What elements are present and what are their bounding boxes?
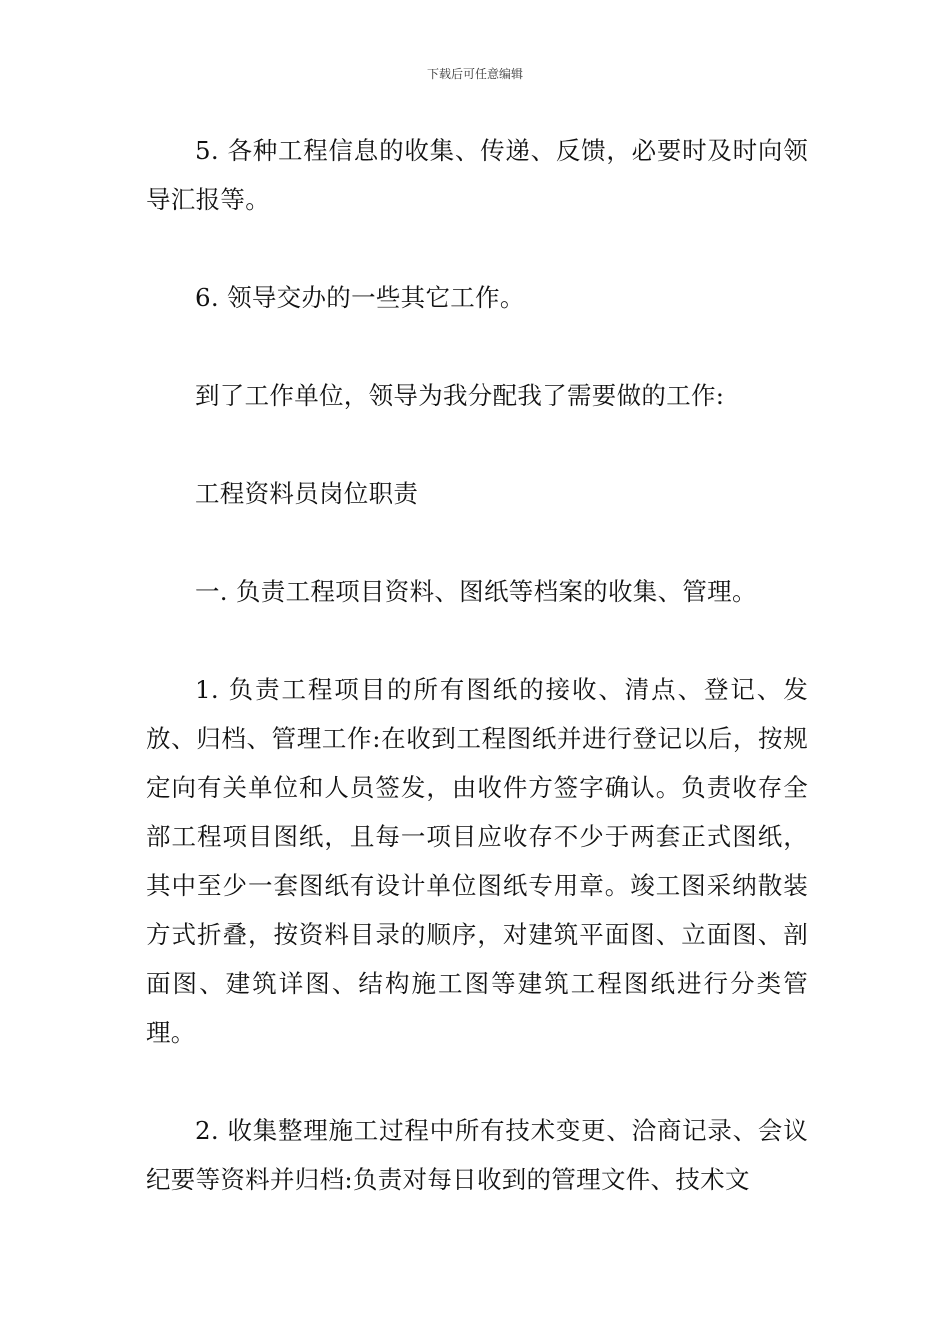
paragraph-duty-1: 1. 负责工程项目的所有图纸的接收、清点、登记、发放、归档、管理工作:在收到工程图纸并进行登记以后，按规定向有关单位和人员签发，由收件方签字确认。负责收存全部工程项目图纸，且每一项目应收存不少于两套正式图纸，其中至少一套图纸有设计单位图纸专用章。竣工图采纳散装方式折叠，按资料目录的顺序，对建筑平面图、立面图、剖面图、建筑详图、结构施工图等建筑工程图纸进行分类管理。 bbox=[146, 675, 808, 1047]
paragraph-item-6: 6. 领导交办的一些其它工作。 bbox=[195, 283, 525, 312]
document-body bbox=[146, 126, 808, 1204]
section-item-one: 一. 负责工程项目资料、图纸等档案的收集、管理。 bbox=[195, 577, 757, 606]
paragraph-duty-2: 2. 收集整理施工过程中所有技术变更、洽商记录、会议纪要等资料并归档:负责对每日收到的管理文件、技术文 bbox=[146, 1116, 808, 1194]
section-heading: 工程资料员岗位职责 bbox=[195, 479, 419, 508]
header-note: 下载后可任意编辑 bbox=[426, 67, 523, 81]
paragraph-item-5: 5. 各种工程信息的收集、传递、反馈，必要时及时向领导汇报等。 bbox=[146, 136, 808, 214]
paragraph-assignment-intro: 到了工作单位，领导为我分配我了需要做的工作: bbox=[195, 381, 725, 410]
